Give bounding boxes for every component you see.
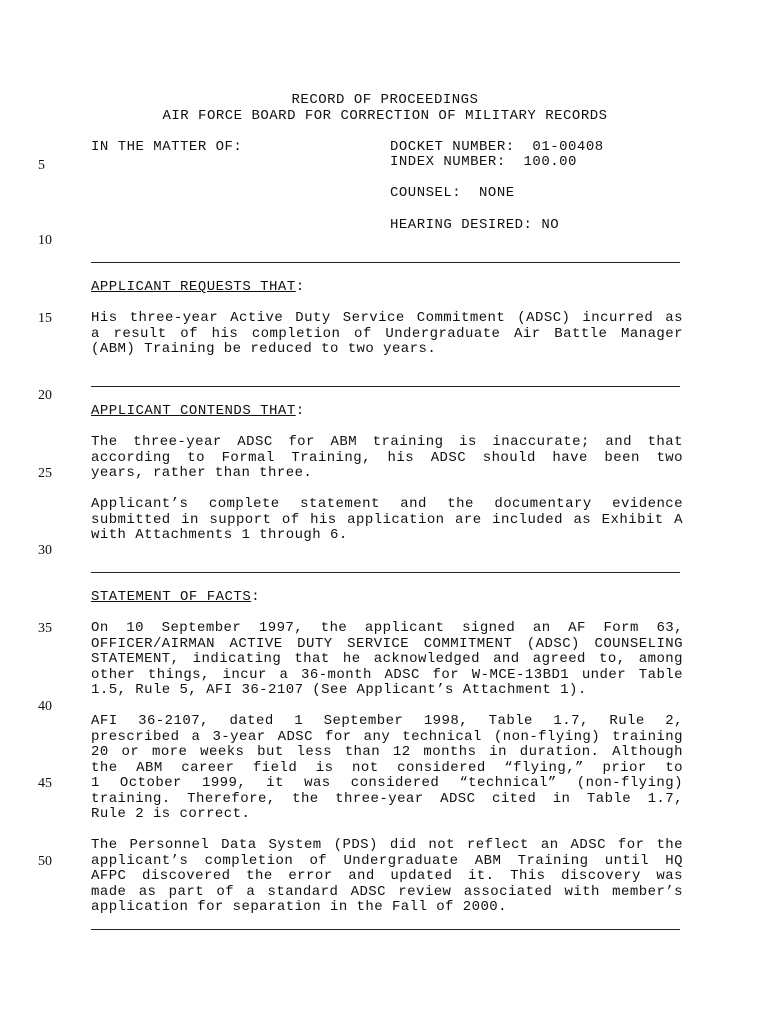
line-number: 5: [38, 158, 45, 173]
paragraph-line: application for separation in the Fall of 2000.: [91, 899, 508, 916]
line-number: 15: [38, 311, 52, 326]
paragraph-line: prescribed a 3-year ADSC for any technical (non-flying) training: [91, 728, 683, 745]
paragraph-line: a result of his completion of Undergraduate Air Battle Manager: [91, 325, 683, 342]
paragraph-line: the ABM career field is not considered “flying,” prior to: [91, 759, 683, 776]
line-number: 25: [38, 466, 52, 481]
paragraph-line: other things, incur a 36-month ADSC for W-MCE-13BD1 under Table: [91, 666, 683, 683]
section-divider: [91, 572, 680, 573]
paragraph-line: applicant’s completion of Undergraduate ABM Training until HQ: [91, 852, 683, 869]
paragraph-line: 1 October 1999, it was considered “technical” (non-flying): [91, 775, 683, 792]
paragraph-line: The Personnel Data System (PDS) did not reflect an ADSC for the: [91, 837, 683, 853]
matter-label: IN THE MATTER OF:: [91, 139, 243, 155]
line-number: 35: [38, 621, 52, 636]
paragraph-line: Applicant’s complete statement and the documentary evidence: [91, 496, 683, 512]
line-number: 45: [38, 776, 52, 791]
heading-text: STATEMENT OF FACTS: [91, 589, 252, 605]
paragraph-line: His three-year Active Duty Service Commitment (ADSC) incurred as: [91, 310, 683, 326]
paragraph-line: 20 or more weeks but less than 12 months in duration. Although: [91, 744, 683, 761]
paragraph: [91, 621, 683, 699]
paragraph: [91, 311, 683, 358]
heading-text: APPLICANT REQUESTS THAT: [91, 279, 296, 295]
document-title: RECORD OF PROCEEDINGS: [291, 92, 479, 108]
paragraph-line: On 10 September 1997, the applicant signed an AF Form 63,: [91, 620, 683, 636]
paragraph-line: training. Therefore, the three-year ADSC cited in Table 1.7,: [91, 790, 683, 807]
paragraph-line: submitted in support of his application are included as Exhibit A: [91, 511, 683, 528]
paragraph-line: with Attachments 1 through 6.: [91, 527, 348, 544]
line-number: 30: [38, 543, 52, 558]
section-divider: [91, 386, 680, 387]
paragraph-line: years, rather than three.: [91, 465, 313, 482]
index-number: INDEX NUMBER: 100.00: [390, 154, 577, 170]
docket-number: DOCKET NUMBER: 01-00408: [390, 139, 604, 155]
section-divider: [91, 929, 680, 930]
document-subtitle: AIR FORCE BOARD FOR CORRECTION OF MILITARY RECORDS: [162, 108, 608, 124]
paragraph: [91, 435, 683, 482]
paragraph: [91, 714, 683, 823]
line-number: 10: [38, 233, 52, 248]
section-heading-requests: APPLICANT REQUESTS THAT:: [91, 279, 305, 295]
paragraph: [91, 497, 683, 544]
line-number: 20: [38, 388, 52, 403]
paragraph-line: according to Formal Training, his ADSC should have been two: [91, 449, 683, 466]
paragraph-line: made as part of a standard ADSC review associated with member’s: [91, 883, 683, 900]
paragraph: [91, 838, 683, 916]
paragraph-line: Rule 2 is correct.: [91, 806, 251, 823]
hearing-desired: HEARING DESIRED: NO: [390, 217, 560, 233]
section-divider: [91, 262, 680, 263]
paragraph-line: AFPC discovered the error and updated it. This discovery was: [91, 868, 683, 885]
paragraph-line: 1.5, Rule 5, AFI 36-2107 (See Applicant’s Attachment 1).: [91, 682, 587, 699]
paragraph-line: STATEMENT, indicating that he acknowledged and agreed to, among: [91, 651, 683, 668]
heading-text: APPLICANT CONTENDS THAT: [91, 403, 296, 419]
section-heading-contends: APPLICANT CONTENDS THAT:: [91, 403, 305, 419]
line-number: 40: [38, 699, 52, 714]
paragraph-line: AFI 36-2107, dated 1 September 1998, Table 1.7, Rule 2,: [91, 713, 683, 729]
line-number: 50: [38, 854, 52, 869]
paragraph-line: The three-year ADSC for ABM training is inaccurate; and that: [91, 434, 683, 450]
section-heading-facts: STATEMENT OF FACTS:: [91, 589, 261, 605]
paragraph-line: OFFICER/AIRMAN ACTIVE DUTY SERVICE COMMITMENT (ADSC) COUNSELING: [91, 635, 683, 652]
paragraph-line: (ABM) Training be reduced to two years.: [91, 341, 437, 358]
counsel: COUNSEL: NONE: [390, 185, 515, 201]
